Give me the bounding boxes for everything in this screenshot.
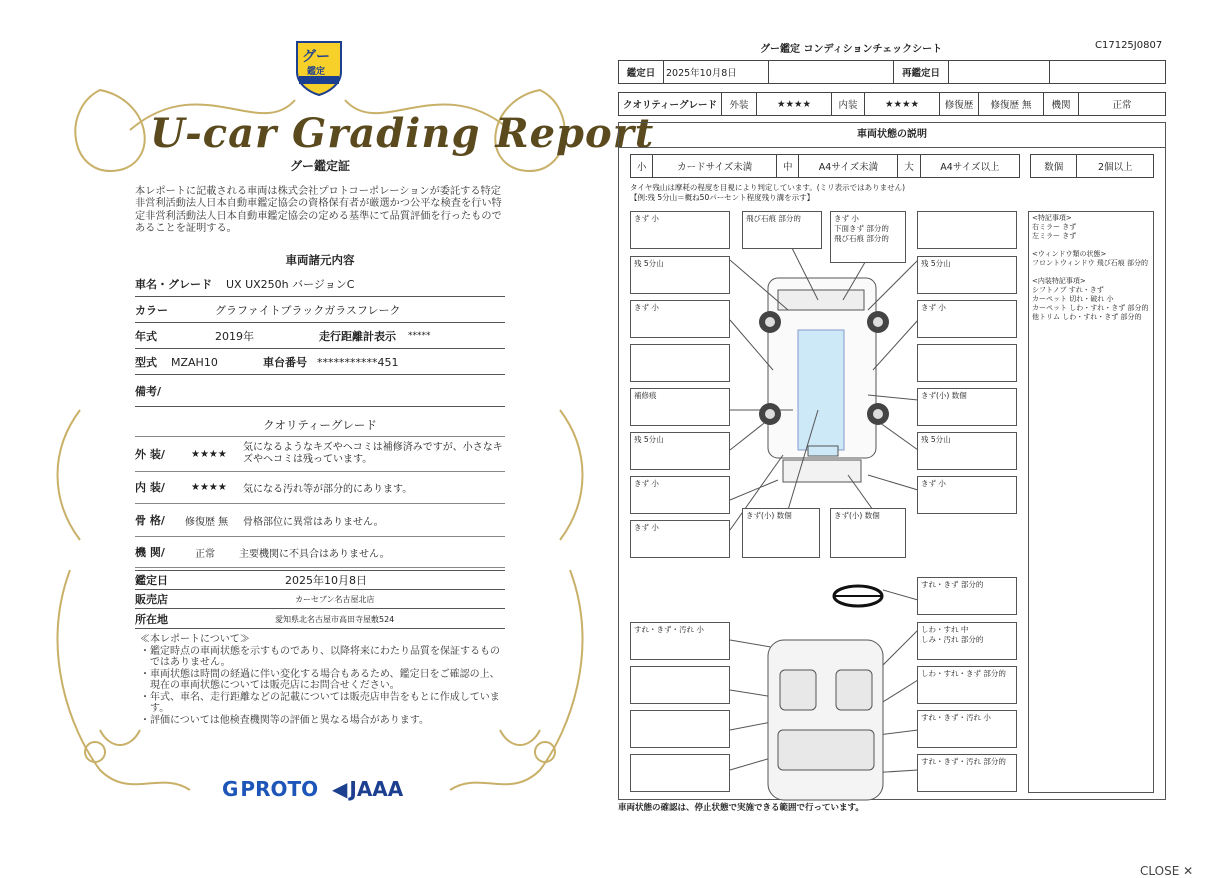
engine-text: 主要機関に不具合はありません。 bbox=[239, 548, 390, 560]
interior-stars: ★★★★ bbox=[191, 481, 227, 493]
badge-text-1: グー bbox=[302, 49, 330, 65]
year-label: 年式 bbox=[135, 330, 157, 343]
sheet-footer: 車両状態の確認は、停止状態で実施できる範囲で行っています。 bbox=[618, 803, 864, 813]
frame-label: 骨 格/ bbox=[135, 514, 165, 527]
frame-value: 修復歴 無 bbox=[185, 516, 229, 528]
interior-box: しわ・すれ 中 しみ・汚れ 部分的 bbox=[917, 622, 1017, 660]
legend-cell: A4サイズ未満 bbox=[799, 155, 898, 178]
condition-box: きず 小 bbox=[917, 300, 1017, 338]
condition-box: きず 小 bbox=[917, 476, 1017, 514]
quality-row-engine bbox=[135, 537, 505, 568]
count-table bbox=[1030, 154, 1154, 178]
interior-label: 内 装/ bbox=[135, 481, 165, 494]
condition-box: 残 5分山 bbox=[917, 256, 1017, 294]
address-value: 愛知県北名古屋市高田寺屋敷524 bbox=[275, 614, 395, 624]
legend-cell: 大 bbox=[898, 155, 920, 178]
sheet-id: C17125J0807 bbox=[1095, 40, 1163, 51]
jaaa-logo bbox=[332, 777, 403, 801]
condition-box: 残 5分山 bbox=[630, 432, 730, 470]
sheet-title: グー鑑定 コンディションチェックシート bbox=[760, 44, 943, 55]
exterior-stars: ★★★★ bbox=[191, 448, 227, 460]
legend-cell: 中 bbox=[777, 155, 799, 178]
interior-box: すれ・きず 部分的 bbox=[917, 577, 1017, 615]
sheet-repair-value: 修復歴 無 bbox=[979, 93, 1044, 116]
quality-row-interior bbox=[135, 471, 505, 504]
note-item: ・評価については他検査機関等の評価と異なる場合があります。 bbox=[140, 714, 429, 726]
car-name-value: UX UX250h バージョンC bbox=[226, 278, 355, 291]
remarks-label: 備考/ bbox=[135, 385, 162, 398]
exterior-label: 外 装/ bbox=[135, 448, 165, 461]
engine-value: 正常 bbox=[195, 548, 215, 560]
date-label: 鑑定日 bbox=[135, 574, 168, 587]
spec-row-car bbox=[135, 272, 505, 297]
interior-box bbox=[630, 666, 730, 704]
sheet-repair-label: 修復歴 bbox=[940, 93, 979, 116]
certificate-title: U-car Grading Report bbox=[150, 110, 655, 157]
shop-label: 販売店 bbox=[135, 593, 168, 606]
legend-cell: 小 bbox=[631, 155, 653, 178]
sheet-engine-label: 機関 bbox=[1044, 93, 1079, 116]
frame-text: 骨格部位に異常はありません。 bbox=[243, 516, 384, 528]
notes-heading: ≪本レポートについて≫ bbox=[140, 634, 250, 645]
proto-mark-icon: G bbox=[222, 777, 239, 801]
model-label: 型式 bbox=[135, 356, 157, 369]
sheet-date: 2025年10月8日 bbox=[664, 61, 769, 84]
interior-box: すれ・きず・汚れ 部分的 bbox=[917, 754, 1017, 792]
empty-cell bbox=[1050, 61, 1166, 84]
count-label: 数個 bbox=[1031, 155, 1077, 178]
date-row bbox=[135, 570, 505, 590]
condition-box: きず(小) 数個 bbox=[830, 508, 906, 558]
tire-example: 【例:残 5分山＝概ね50パーセント程度残り溝を示す】 bbox=[630, 193, 815, 202]
condition-box: きず(小) 数個 bbox=[917, 388, 1017, 426]
condition-box bbox=[630, 344, 730, 382]
interior-box bbox=[630, 754, 730, 792]
tire-note: タイヤ残山は摩耗の程度を目視により判定しています。(ミリ表示ではありません) bbox=[630, 183, 906, 192]
spec-row-remarks bbox=[135, 376, 505, 407]
empty-cell bbox=[949, 61, 1050, 84]
condition-box: きず 小 bbox=[630, 520, 730, 558]
proto-logo-text: PROTO bbox=[240, 777, 319, 801]
jaaa-logo-text: JAAA bbox=[349, 777, 404, 801]
sheet-interior-stars: ★★★★ bbox=[865, 93, 940, 116]
condition-box: 残 5分山 bbox=[917, 432, 1017, 470]
sheet-date-label: 鑑定日 bbox=[619, 61, 664, 84]
exterior-text: 気になるようなキズやヘコミは補修済みですが、小さなキズやヘコミは残っています。 bbox=[243, 442, 503, 465]
quality-grade-label: クオリティーグレード bbox=[619, 93, 722, 116]
quality-title: クオリティーグレード bbox=[263, 418, 377, 432]
condition-box: きず 小 bbox=[630, 211, 730, 249]
empty-cell bbox=[769, 61, 894, 84]
special-notes: <特記事項> 右ミラー きず 左ミラー きず <ウィンドウ類の状態> フロントウィンドウ 飛び石痕 部分的 <内装特記事項> シフトノブ すれ・きず カーペット 切れ・破れ 小 カーペット しわ・すれ・きず 部分的 他トリム しわ・すれ・きず 部分的 bbox=[1028, 211, 1154, 793]
address-row bbox=[135, 610, 505, 629]
quality-row-exterior bbox=[135, 436, 505, 472]
sheet-interior-label: 内装 bbox=[832, 93, 865, 116]
condition-box: きず 小 bbox=[630, 300, 730, 338]
count-value: 2個以上 bbox=[1077, 155, 1154, 178]
color-label: カラー bbox=[135, 304, 168, 317]
interior-text: 気になる汚れ等が部分的にあります。 bbox=[243, 483, 413, 495]
condition-box: きず(小) 数個 bbox=[742, 508, 820, 558]
note-item: ・鑑定時点の車両状態を示すものであり、以降将来にわたり品質を保証するものではありません。 bbox=[140, 645, 500, 668]
spec-row-year bbox=[135, 324, 505, 349]
chassis-label: 車台番号 bbox=[263, 356, 307, 369]
car-name-label: 車名・グレード bbox=[135, 278, 212, 291]
condition-box: 飛び石痕 部分的 bbox=[742, 211, 822, 249]
chassis-value: ***********451 bbox=[317, 355, 399, 369]
condition-box: きず 小 bbox=[630, 476, 730, 514]
condition-box: きず 小 下面きず 部分的 飛び石痕 部分的 bbox=[830, 211, 906, 263]
shop-value: カーセブン名古屋北店 bbox=[295, 594, 375, 604]
sheet-exterior-stars: ★★★★ bbox=[757, 93, 832, 116]
year-value: 2019年 bbox=[215, 330, 254, 343]
color-value: グラファイトブラックガラスフレーク bbox=[215, 304, 401, 317]
address-label: 所在地 bbox=[135, 613, 168, 626]
proto-logo bbox=[222, 777, 318, 801]
condition-box: 残 5分山 bbox=[630, 256, 730, 294]
grade-table bbox=[618, 92, 1166, 116]
certificate-subtitle: グー鑑定証 bbox=[290, 159, 351, 173]
date-value: 2025年10月8日 bbox=[285, 574, 367, 587]
note-item: ・車両状態は時間の経過に伴い変化する場合もあるため、鑑定日をご確認の上、現在の車両状態については販売店にお問合せください。 bbox=[140, 668, 500, 691]
jaaa-mark-icon: ◀ bbox=[332, 777, 348, 801]
spec-title: 車両諸元内容 bbox=[285, 253, 355, 267]
interior-box bbox=[630, 710, 730, 748]
section-title: 車両状態の説明 bbox=[618, 122, 1166, 148]
engine-label: 機 関/ bbox=[135, 546, 165, 559]
condition-box bbox=[917, 211, 1017, 249]
legend-cell: A4サイズ以上 bbox=[920, 155, 1019, 178]
legend-table bbox=[630, 154, 1020, 178]
legend-cell: カードサイズ未満 bbox=[653, 155, 777, 178]
mileage-label: 走行距離計表示 bbox=[319, 330, 396, 343]
report-notes bbox=[140, 634, 500, 726]
mileage-value: ***** bbox=[408, 331, 431, 341]
note-item: ・年式、車名、走行距離などの記載については販売店申告をもとに作成しています。 bbox=[140, 691, 500, 714]
badge-text-2: 鑑定 bbox=[307, 67, 326, 77]
interior-box: すれ・きず・汚れ 小 bbox=[917, 710, 1017, 748]
spec-row-color bbox=[135, 298, 505, 323]
certificate-intro: 本レポートに記載される車両は株式会社プロトコーポレーションが委託する特定非営利活動法人日本自動車鑑定協会の資格保有者が厳選かつ公平な検査を行い特定非営利活動法人日本自動車鑑定協会の定める基準にて品質評価を行ったものであることを証明する。 bbox=[135, 186, 502, 234]
interior-box: しわ・すれ・きず 部分的 bbox=[917, 666, 1017, 704]
sheet-engine-value: 正常 bbox=[1079, 93, 1166, 116]
close-button[interactable]: CLOSE ✕ bbox=[1140, 864, 1194, 878]
reinspect-label: 再鑑定日 bbox=[894, 61, 949, 84]
condition-box bbox=[917, 344, 1017, 382]
shop-row bbox=[135, 590, 505, 609]
date-table bbox=[618, 60, 1166, 84]
sheet-exterior-label: 外装 bbox=[722, 93, 757, 116]
interior-box: すれ・きず・汚れ 小 bbox=[630, 622, 730, 660]
condition-box: 補修痕 bbox=[630, 388, 730, 426]
model-value: MZAH10 bbox=[171, 355, 218, 369]
spec-row-model bbox=[135, 350, 505, 375]
quality-row-frame bbox=[135, 504, 505, 537]
